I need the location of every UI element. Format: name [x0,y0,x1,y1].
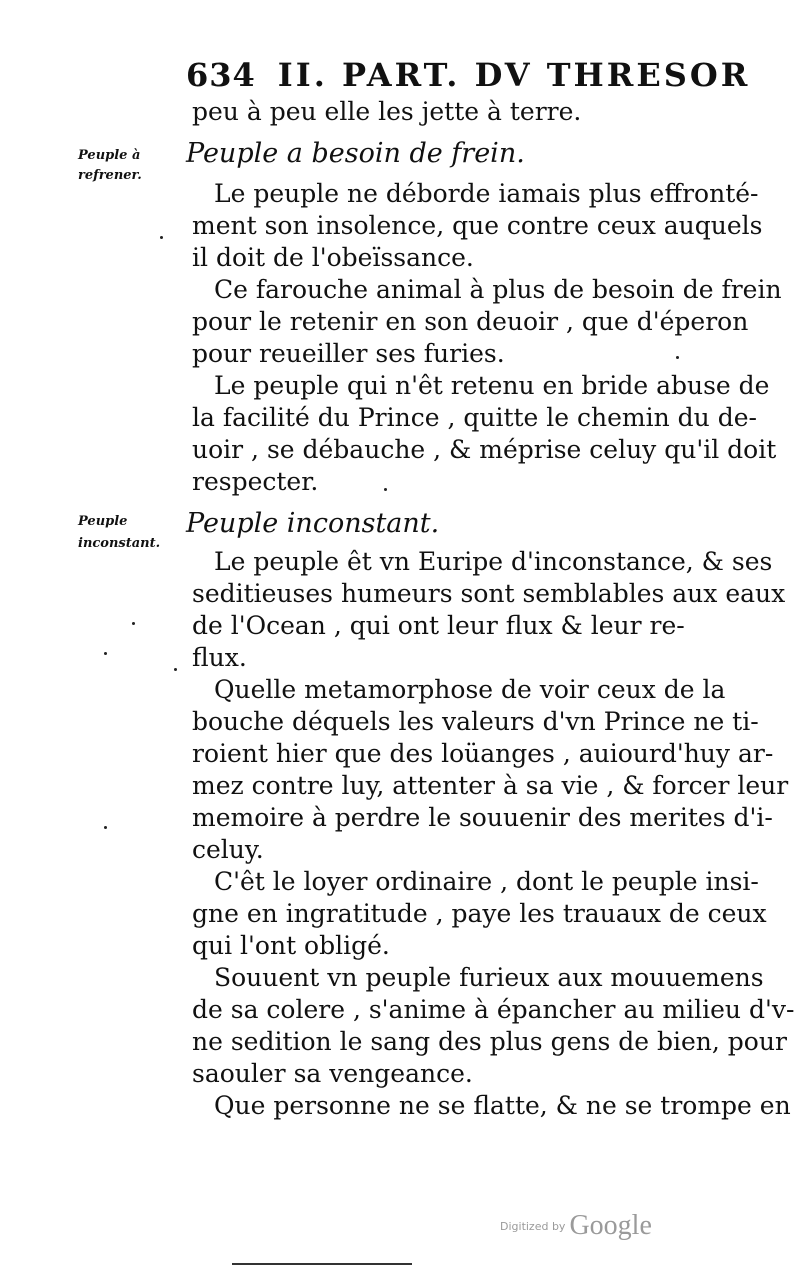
text-line: la facilité du Prince , quitte le chemin du de- [192,403,757,432]
text-line: ne sedition le sang des plus gens de bien, pour [192,1027,787,1056]
text-line: qui l'ont obligé. [192,931,390,960]
text-line: peu à peu elle les jette à terre. [192,97,582,126]
text-line: celuy. [192,835,264,864]
margin-note: Peuple à [78,148,141,163]
text-line: de l'Ocean , qui ont leur flux & leur re- [192,611,685,640]
margin-note: inconstant. [78,536,161,551]
text-line: mez contre luy, attenter à sa vie , & forcer leur [192,771,789,800]
text-line: ment son insolence, que contre ceux auquels [192,211,763,240]
text-line: memoire à perdre le souuenir des merites d'i- [192,803,773,832]
bottom-rule [232,1263,412,1265]
watermark-prefix: Digitized by [500,1219,566,1233]
text-line: pour le retenir en son deuoir , que d'éperon [192,307,749,336]
text-line: flux. [192,643,247,672]
page-number: 634 [186,56,256,94]
text-line: gne en ingratitude , paye les trauaux de ceux [192,899,767,928]
text-line: Le peuple êt vn Euripe d'inconstance, & ses [214,547,773,576]
text-line: Le peuple ne déborde iamais plus effronté- [214,179,759,208]
text-line: C'êt le loyer ordinaire , dont le peuple insi- [214,867,759,896]
margin-note: Peuple [78,514,128,529]
scan-speck [384,488,387,491]
text-line: uoir , se débauche , & méprise celuy qu'il doit [192,435,777,464]
scan-speck [132,622,135,625]
section-heading: Peuple a besoin de frein. [186,138,525,169]
text-line: roient hier que des loüanges , auiourd'huy ar- [192,739,774,768]
text-line: il doit de l'obeïssance. [192,243,474,272]
text-line: Le peuple qui n'êt retenu en bride abuse de [214,371,770,400]
text-line: Ce farouche animal à plus de besoin de frein [214,275,782,304]
scan-speck [104,652,107,655]
google-logo: Google [569,1210,652,1241]
text-line: Souuent vn peuple furieux aux mouuemens [214,963,764,992]
text-line: pour reueiller ses furies. [192,339,505,368]
text-line: bouche déquels les valeurs d'vn Prince ne ti- [192,707,759,736]
text-line: seditieuses humeurs sont semblables aux eaux [192,579,786,608]
text-line: de sa colere , s'anime à épancher au milieu d'v- [192,995,795,1024]
digitized-watermark [500,1210,652,1242]
scan-speck [160,236,163,239]
scan-speck [174,668,177,671]
page-header [186,56,751,94]
scan-speck [104,826,107,829]
text-line: saouler sa vengeance. [192,1059,473,1088]
text-line: respecter. [192,467,319,496]
scan-speck [676,356,679,359]
text-line: Quelle metamorphose de voir ceux de la [214,675,726,704]
running-head: II. PART. DV THRESOR [277,56,751,94]
text-line: Que personne ne se flatte, & ne se trompe en [214,1091,791,1120]
margin-note: refrener. [78,168,142,183]
section-heading: Peuple inconstant. [186,508,440,539]
